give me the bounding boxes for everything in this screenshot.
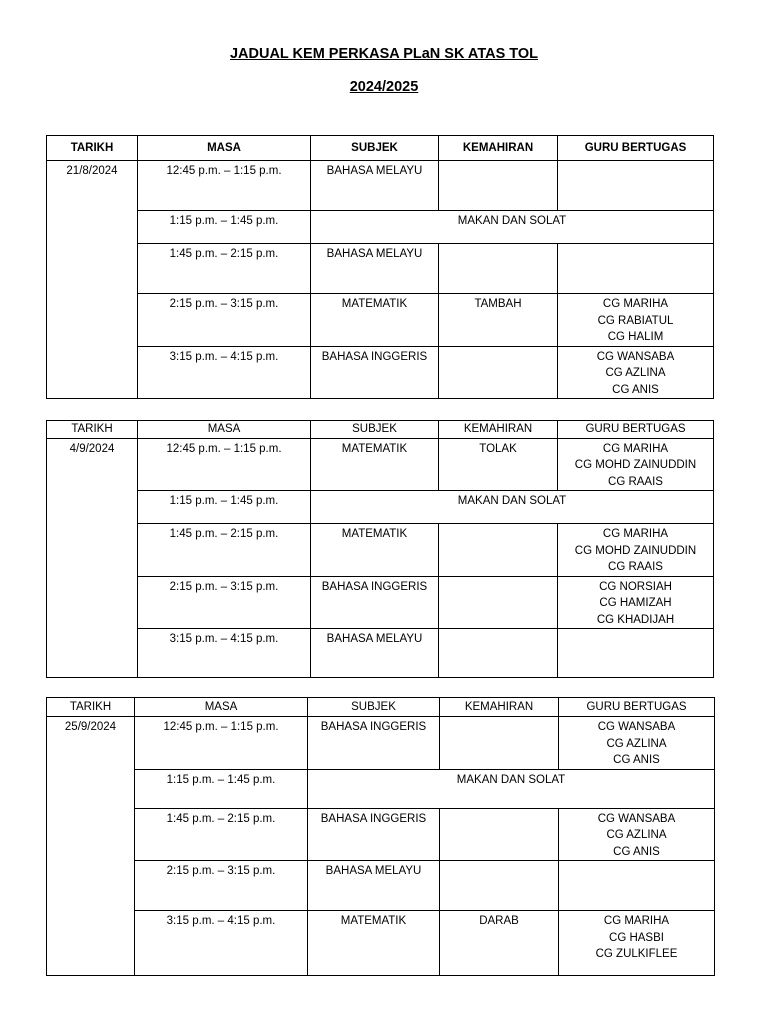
- teachers-cell: [559, 861, 715, 911]
- skill-cell: TAMBAH: [439, 294, 558, 347]
- time-cell: 1:45 p.m. – 2:15 p.m.: [138, 524, 311, 577]
- teacher-name: CG MOHD ZAINUDDIN: [574, 544, 697, 557]
- teachers-cell: [559, 717, 715, 770]
- skill-cell: TOLAK: [439, 438, 558, 491]
- date-cell: 4/9/2024: [47, 438, 138, 678]
- teachers-cell: [558, 294, 714, 347]
- subject-cell: BAHASA MELAYU: [311, 629, 439, 678]
- column-header: TARIKH: [47, 698, 135, 717]
- column-header: TARIKH: [47, 136, 138, 161]
- table-row: [47, 161, 714, 211]
- teacher-name: CG MARIHA: [602, 298, 669, 310]
- table-row: [47, 491, 714, 524]
- table-row: [47, 911, 715, 976]
- column-header: GURU BERTUGAS: [558, 136, 714, 161]
- teacher-name: CG WANSABA: [597, 812, 676, 825]
- time-cell: 1:45 p.m. – 2:15 p.m.: [135, 808, 308, 861]
- teacher-name: CG ZULKIFLEE: [595, 948, 678, 960]
- teacher-name: CG RABIATUL: [597, 314, 674, 327]
- time-cell: 1:15 p.m. – 1:45 p.m.: [135, 769, 308, 808]
- teachers-cell: [559, 808, 715, 861]
- teachers-cell: [558, 629, 714, 678]
- table-row: [47, 211, 714, 244]
- teachers-cell: [558, 438, 714, 491]
- teacher-name: CG ANIS: [613, 754, 660, 766]
- column-header: MASA: [135, 698, 308, 717]
- time-cell: 1:45 p.m. – 2:15 p.m.: [138, 244, 311, 294]
- time-cell: 3:15 p.m. – 4:15 p.m.: [138, 629, 311, 678]
- teachers-cell: [558, 244, 714, 294]
- table-row: [47, 629, 714, 678]
- teacher-name: CG NORSIAH: [599, 580, 672, 593]
- break-cell: MAKAN DAN SOLAT: [308, 769, 715, 808]
- schedule-table: [46, 420, 714, 678]
- subject-cell: BAHASA INGGERIS: [308, 808, 440, 861]
- break-cell: MAKAN DAN SOLAT: [311, 491, 714, 524]
- teacher-name: CG WANSABA: [596, 350, 675, 363]
- column-header: SUBJEK: [311, 421, 439, 439]
- teacher-name: CG ANIS: [612, 383, 659, 396]
- teacher-name: CG HAMIZAH: [599, 597, 672, 609]
- schedule-table: [46, 697, 715, 976]
- skill-cell: [439, 629, 558, 678]
- table-row: [47, 524, 714, 577]
- teacher-name: CG AZLINA: [606, 829, 667, 841]
- skill-cell: [440, 861, 559, 911]
- teacher-name: CG HASBI: [609, 931, 664, 944]
- subject-cell: MATEMATIK: [311, 524, 439, 577]
- teachers-cell: [558, 346, 714, 399]
- subject-cell: MATEMATIK: [308, 911, 440, 976]
- teacher-name: CG KHADIJAH: [596, 613, 675, 626]
- skill-cell: [439, 524, 558, 577]
- subject-cell: BAHASA MELAYU: [311, 161, 439, 211]
- teachers-cell: [558, 161, 714, 211]
- skill-cell: [439, 161, 558, 211]
- subject-cell: BAHASA MELAYU: [311, 244, 439, 294]
- table-row: [47, 244, 714, 294]
- table-row: [47, 438, 714, 491]
- date-cell: 21/8/2024: [47, 161, 138, 399]
- column-header: GURU BERTUGAS: [559, 698, 715, 717]
- subject-cell: BAHASA INGGERIS: [311, 576, 439, 629]
- table-row: [47, 808, 715, 861]
- table-row: [47, 576, 714, 629]
- schedule-table: [46, 135, 714, 399]
- teacher-name: CG MARIHA: [602, 442, 669, 455]
- time-cell: 1:15 p.m. – 1:45 p.m.: [138, 211, 311, 244]
- time-cell: 12:45 p.m. – 1:15 p.m.: [135, 717, 308, 770]
- break-cell: MAKAN DAN SOLAT: [311, 211, 714, 244]
- column-header: KEMAHIRAN: [439, 136, 558, 161]
- subject-cell: BAHASA INGGERIS: [311, 346, 439, 399]
- table-header-row: [47, 421, 714, 439]
- teacher-name: CG RAAIS: [608, 475, 663, 488]
- teacher-name: CG HALIM: [607, 331, 664, 343]
- teacher-name: CG MARIHA: [603, 915, 670, 927]
- time-cell: 2:15 p.m. – 3:15 p.m.: [138, 294, 311, 347]
- table-row: [47, 861, 715, 911]
- date-cell: 25/9/2024: [47, 717, 135, 976]
- skill-cell: [439, 346, 558, 399]
- document-year: 2024/2025: [349, 79, 419, 95]
- time-cell: 3:15 p.m. – 4:15 p.m.: [138, 346, 311, 399]
- skill-cell: [440, 808, 559, 861]
- skill-cell: DARAB: [440, 911, 559, 976]
- time-cell: 1:15 p.m. – 1:45 p.m.: [138, 491, 311, 524]
- table-row: [47, 294, 714, 347]
- teachers-cell: [559, 911, 715, 976]
- subject-cell: BAHASA INGGERIS: [308, 717, 440, 770]
- teacher-name: CG MARIHA: [602, 528, 669, 540]
- time-cell: 3:15 p.m. – 4:15 p.m.: [135, 911, 308, 976]
- teachers-cell: [558, 524, 714, 577]
- time-cell: 2:15 p.m. – 3:15 p.m.: [138, 576, 311, 629]
- column-header: SUBJEK: [311, 136, 439, 161]
- table-row: [47, 769, 715, 808]
- time-cell: 2:15 p.m. – 3:15 p.m.: [135, 861, 308, 911]
- skill-cell: [439, 244, 558, 294]
- column-header: KEMAHIRAN: [440, 698, 559, 717]
- table-header-row: [47, 698, 715, 717]
- teachers-cell: [558, 576, 714, 629]
- subject-cell: BAHASA MELAYU: [308, 861, 440, 911]
- teacher-name: CG WANSABA: [597, 721, 676, 733]
- teacher-name: CG AZLINA: [605, 367, 666, 379]
- column-header: TARIKH: [47, 421, 138, 439]
- column-header: SUBJEK: [308, 698, 440, 717]
- subject-cell: MATEMATIK: [311, 438, 439, 491]
- time-cell: 12:45 p.m. – 1:15 p.m.: [138, 161, 311, 211]
- skill-cell: [440, 717, 559, 770]
- document-title: JADUAL KEM PERKASA PLaN SK ATAS TOL: [229, 46, 539, 62]
- time-cell: 12:45 p.m. – 1:15 p.m.: [138, 438, 311, 491]
- table-row: [47, 346, 714, 399]
- column-header: GURU BERTUGAS: [558, 421, 714, 439]
- skill-cell: [439, 576, 558, 629]
- table-row: [47, 717, 715, 770]
- column-header: KEMAHIRAN: [439, 421, 558, 439]
- table-header-row: [47, 136, 714, 161]
- teacher-name: CG AZLINA: [606, 737, 667, 750]
- teacher-name: CG MOHD ZAINUDDIN: [574, 459, 697, 471]
- teacher-name: CG ANIS: [613, 845, 660, 858]
- column-header: MASA: [138, 136, 311, 161]
- teacher-name: CG RAAIS: [608, 561, 663, 573]
- column-header: MASA: [138, 421, 311, 439]
- subject-cell: MATEMATIK: [311, 294, 439, 347]
